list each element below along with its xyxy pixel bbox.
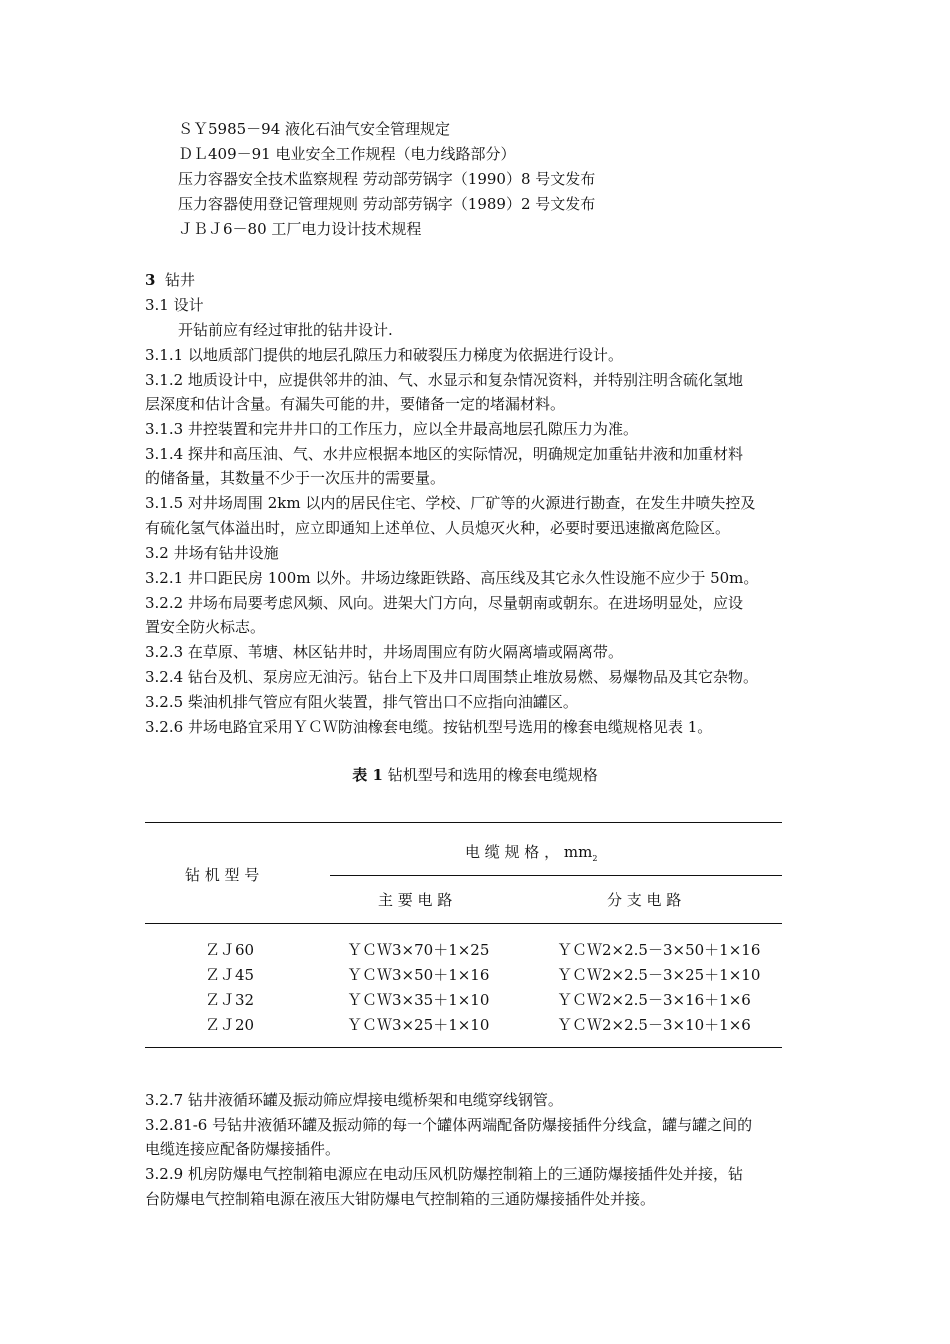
table-cell-main: ＹＣＷ3×50＋1×16 [347, 966, 490, 984]
table-cell-main: ＹＣＷ3×25＋1×10 [347, 1016, 490, 1034]
paragraph-line: 3.2.5 柴油机排气管应有阻火装置，排气管出口不应指向油罐区。 [145, 693, 578, 711]
paragraph-line: 3.2.1 井口距民房 100m 以外。井场边缘距铁路、高压线及其它永久性设施不应少于 50m。 [145, 569, 759, 587]
table-cell-main: ＹＣＷ3×35＋1×10 [347, 991, 490, 1009]
table-cell-branch: ＹＣＷ2×2.5－3×50＋1×16 [557, 941, 761, 959]
table-header-bottom-rule [145, 923, 782, 924]
paragraph-line: 开钻前应有经过审批的钻井设计. [178, 321, 393, 339]
header-spec-unit: mm [563, 843, 593, 861]
reference-line: ＪＢＪ6－80 工厂电力设计技术规程 [178, 220, 422, 238]
section-title: 钻井 [164, 271, 195, 289]
table-cell-branch: ＹＣＷ2×2.5－3×10＋1×6 [557, 1016, 751, 1034]
reference-line: 压力容器使用登记管理规则 劳动部劳锅字（1989）2 号文发布 [178, 195, 596, 213]
reference-line: 压力容器安全技术监察规程 劳动部劳锅字（1990）8 号文发布 [178, 170, 596, 188]
header-branch-circuit: 分 支 电 路 [607, 891, 682, 909]
paragraph-line: 3.2.81-6 号钻井液循环罐及振动筛的每一个罐体两端配备防爆接插件分线盒，罐与罐之间的 [145, 1116, 753, 1134]
paragraph-line: 3.1.4 探井和高压油、气、水井应根据本地区的实际情况，明确规定加重钻井液和加重材料 [145, 445, 743, 463]
header-spec-label: 电 缆 规 格 ， [465, 843, 560, 861]
reference-line: ＳＹ5985－94 液化石油气安全管理规定 [178, 120, 451, 138]
paragraph-line: 3.1.3 井控装置和完井井口的工作压力，应以全井最高地层孔隙压力为准。 [145, 420, 638, 438]
paragraph-line: 台防爆电气控制箱电源在液压大钳防爆电气控制箱的三通防爆接插件处并接。 [145, 1190, 656, 1208]
table-cell-model: ＺＪ60 [205, 941, 255, 959]
paragraph-line: 3.2.6 井场电路宜采用ＹＣＷ防油橡套电缆。按钻机型号选用的橡套电缆规格见表 1。 [145, 718, 713, 736]
table-cell-model: ＺＪ45 [205, 966, 255, 984]
table-cell-branch: ＹＣＷ2×2.5－3×16＋1×6 [557, 991, 751, 1009]
table-bottom-rule [145, 1047, 782, 1048]
header-spec-unit-sub: 2 [592, 854, 598, 863]
paragraph-line: 的储备量，其数量不少于一次压井的需要量。 [145, 469, 446, 487]
subsection-heading: 3.2 井场有钻井设施 [145, 544, 279, 562]
subsection-heading: 3.1 设计 [145, 296, 204, 314]
paragraph-line: 有硫化氢气体溢出时，应立即通知上述单位、人员熄灭火种，必要时要迅速撤离危险区。 [145, 519, 731, 537]
table-caption [0, 765, 950, 785]
table-cell-model: ＺＪ20 [205, 1016, 255, 1034]
paragraph-line: 3.1.5 对井场周围 2km 以内的居民住宅、学校、厂矿等的火源进行勘查，在发生井喷失控及 [145, 494, 756, 512]
reference-line: ＤＬ409－91 电业安全工作规程（电力线路部分） [178, 145, 516, 163]
table-header-rule [330, 875, 782, 876]
paragraph-line: 3.2.9 机房防爆电气控制箱电源应在电动压风机防爆控制箱上的三通防爆接插件处并接，钻 [145, 1165, 743, 1183]
paragraph-line: 3.1.2 地质设计中，应提供邻井的油、气、水显示和复杂情况资料，并特别注明含硫化氢地 [145, 371, 743, 389]
paragraph-line: 电缆连接应配备防爆接插件。 [145, 1140, 341, 1158]
header-model: 钻 机 型 号 [185, 866, 260, 884]
paragraph-line: 层深度和估计含量。有漏失可能的井，要储备一定的堵漏材料。 [145, 395, 566, 413]
paragraph-line: 3.2.4 钻台及机、泵房应无油污。钻台上下及井口周围禁止堆放易燃、易爆物品及其它杂物。 [145, 668, 758, 686]
table-cell-main: ＹＣＷ3×70＋1×25 [347, 941, 490, 959]
table-top-rule [145, 822, 782, 823]
table-caption-text: 钻机型号和选用的橡套电缆规格 [382, 766, 598, 784]
paragraph-line: 3.2.2 井场布局要考虑风频、风向。进架大门方向，尽量朝南或朝东。在进场明显处，应设 [145, 594, 743, 612]
paragraph-line: 3.2.7 钻井液循环罐及振动筛应焊接电缆桥架和电缆穿线钢管。 [145, 1091, 563, 1109]
paragraph-line: 3.2.3 在草原、苇塘、林区钻井时，井场周围应有防火隔离墙或隔离带。 [145, 643, 623, 661]
table-cell-model: ＺＪ32 [205, 991, 255, 1009]
table-caption-label: 表 1 [352, 766, 383, 784]
paragraph-line: 3.1.1 以地质部门提供的地层孔隙压力和破裂压力梯度为依据进行设计。 [145, 346, 623, 364]
section-number: 3 [145, 271, 156, 289]
paragraph-line: 置安全防火标志。 [145, 618, 266, 636]
table-cell-branch: ＹＣＷ2×2.5－3×25＋1×10 [557, 966, 761, 984]
section-heading [145, 270, 195, 290]
header-spec [465, 842, 597, 869]
header-main-circuit: 主 要 电 路 [378, 891, 453, 909]
